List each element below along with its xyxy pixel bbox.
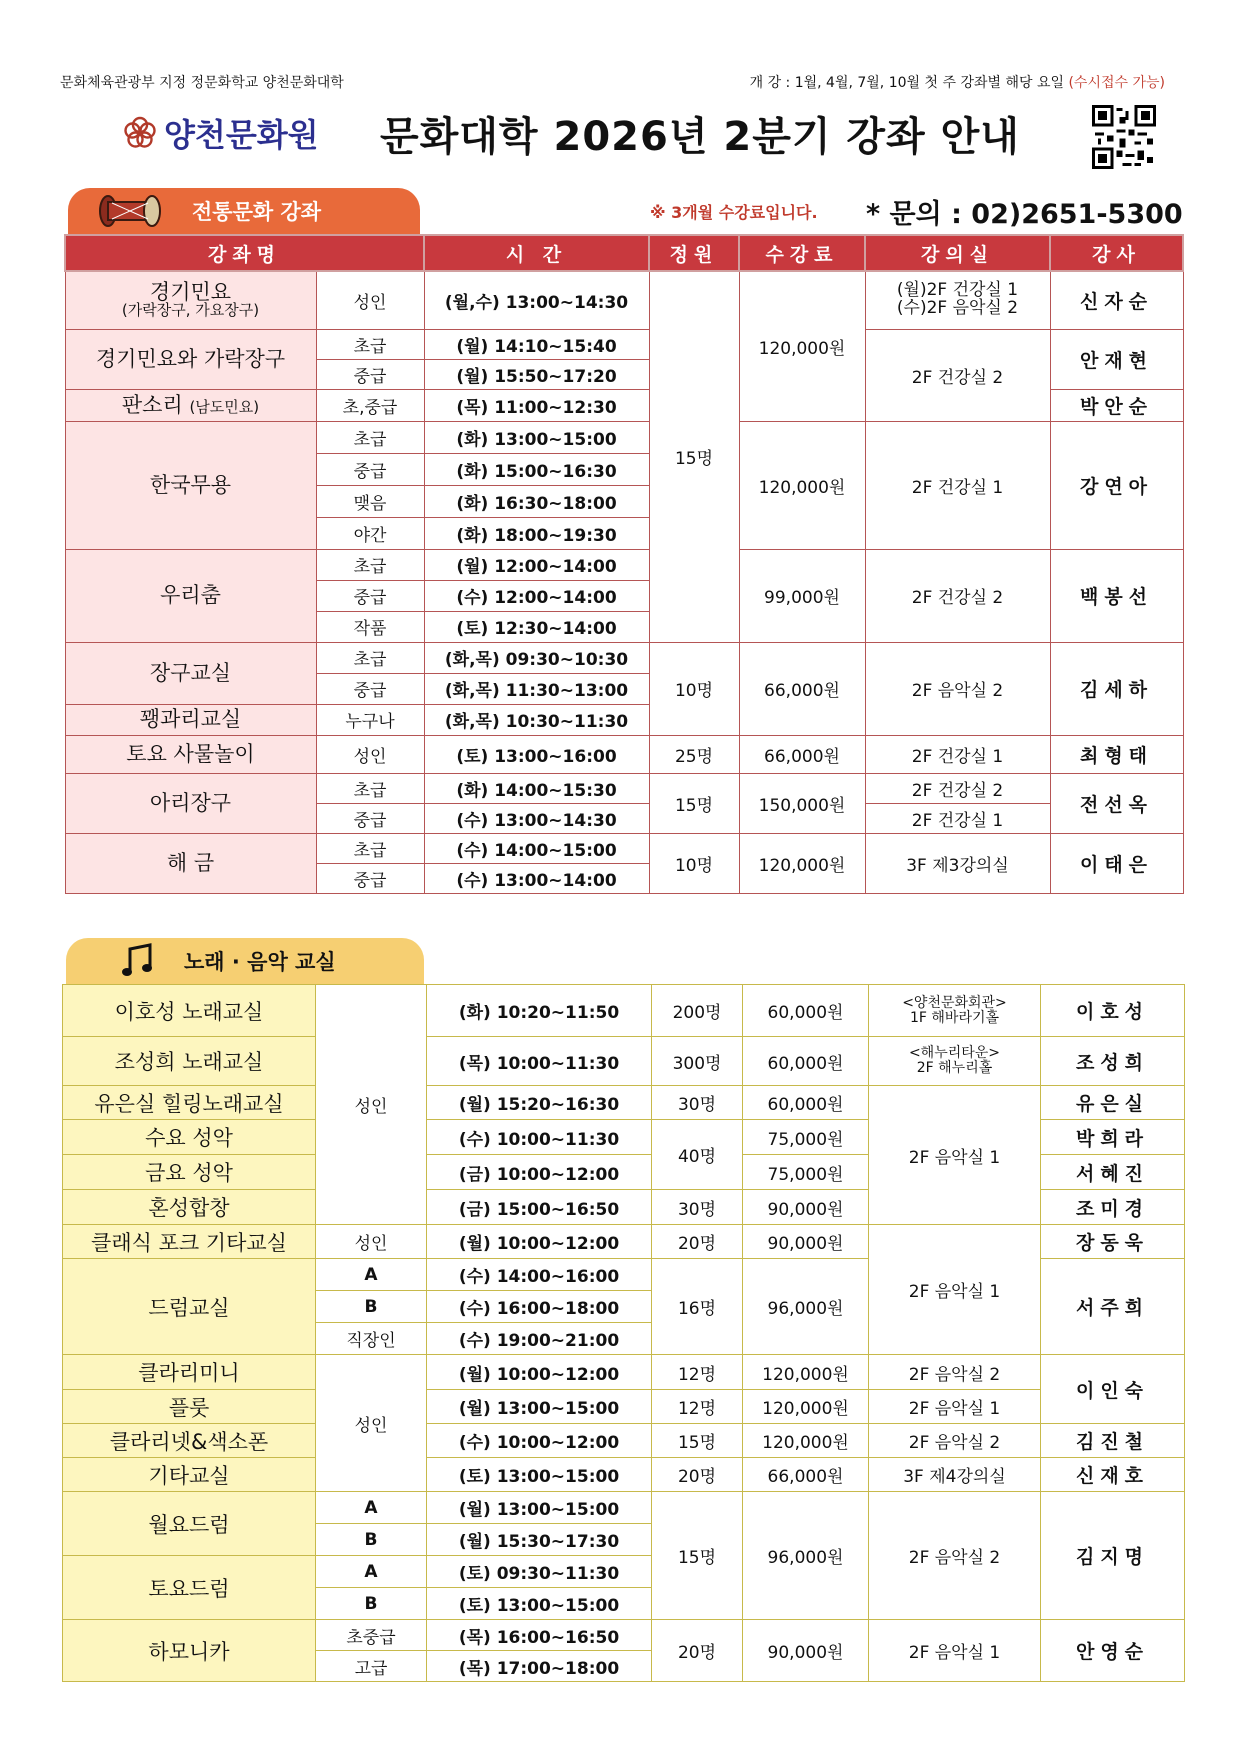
course-level: 중급 (316, 359, 424, 389)
course-instructor: 신자순 (1050, 271, 1183, 329)
course-title: 경기민요 (149, 280, 232, 305)
course-level: 초급 (316, 549, 424, 580)
course-time: (금) 15:00~16:50 (427, 1190, 652, 1225)
course-fee: 60,000원 (743, 1037, 869, 1086)
course-instructor: 서주희 (1041, 1259, 1185, 1355)
course-time: (수) 10:00~12:00 (427, 1424, 652, 1458)
header-schedule-text (750, 72, 1165, 92)
course-time: (수) 13:00~14:30 (424, 803, 649, 833)
course-room: 2F 음악실 1 (869, 1620, 1041, 1682)
course-room: 2F 음악실 2 (869, 1492, 1041, 1620)
table-row (63, 1458, 1185, 1492)
course-capacity: 10명 (649, 642, 739, 735)
course-name: 클래식 포크 기타교실 (63, 1225, 316, 1259)
course-capacity: 20명 (652, 1458, 743, 1492)
course-instructor: 박안순 (1050, 389, 1183, 421)
course-capacity: 16명 (652, 1259, 743, 1355)
course-instructor: 조성희 (1041, 1037, 1185, 1086)
course-instructor: 신재호 (1041, 1458, 1185, 1492)
course-fee: 90,000원 (743, 1190, 869, 1225)
course-time: (화,목) 11:30~13:00 (424, 673, 649, 704)
course-fee: 99,000원 (739, 549, 865, 642)
course-level: A (316, 1492, 427, 1524)
course-time: (토) 13:00~15:00 (427, 1588, 652, 1620)
course-time: (월,수) 13:00~14:30 (424, 271, 649, 329)
course-capacity: 25명 (649, 735, 739, 773)
course-name: 토요드럼 (63, 1556, 316, 1620)
course-time: (월) 15:20~16:30 (427, 1086, 652, 1120)
fee-note: ※ 3개월 수강료입니다. (650, 203, 818, 222)
course-time: (화,목) 09:30~10:30 (424, 642, 649, 673)
course-level: 중급 (316, 580, 424, 611)
course-capacity: 12명 (652, 1355, 743, 1390)
course-time: (수) 14:00~16:00 (427, 1259, 652, 1291)
course-fee: 120,000원 (739, 421, 865, 549)
table-row (63, 1492, 1185, 1524)
course-instructor: 이인숙 (1041, 1355, 1185, 1424)
course-level: A (316, 1259, 427, 1291)
course-level: 맺음 (316, 485, 424, 517)
course-level: 중급 (316, 453, 424, 485)
course-level: 초급 (316, 833, 424, 863)
logo-text: 양천문화원 (164, 116, 319, 154)
course-level: 고급 (316, 1651, 427, 1682)
course-time: (화) 16:30~18:00 (424, 485, 649, 517)
course-time: (목) 17:00~18:00 (427, 1651, 652, 1682)
course-name: 유은실 힐링노래교실 (63, 1086, 316, 1120)
course-name: 기타교실 (63, 1458, 316, 1492)
course-time: (목) 11:00~12:30 (424, 389, 649, 421)
traditional-courses-table (64, 234, 1184, 894)
room-line-2: 2F 해누리홀 (916, 1060, 993, 1076)
table-row (65, 329, 1183, 359)
course-capacity: 40명 (652, 1120, 743, 1190)
room-line-2: 1F 해바라기홀 (909, 1009, 1000, 1026)
course-room (869, 1037, 1041, 1086)
course-fee: 150,000원 (739, 773, 865, 833)
course-name: 하모니카 (63, 1620, 316, 1682)
course-time: (월) 13:00~15:00 (427, 1492, 652, 1524)
course-fee: 60,000원 (743, 1086, 869, 1120)
course-instructor: 유은실 (1041, 1086, 1185, 1120)
course-time: (수) 13:00~14:00 (424, 863, 649, 893)
room-line-2: (수)2F 음악실 2 (896, 298, 1019, 319)
course-level: 성인 (316, 735, 424, 773)
course-name: 아리장구 (65, 773, 316, 833)
course-instructor: 서혜진 (1041, 1155, 1185, 1190)
schedule-main: 개 강 : 1월, 4월, 7월, 10월 첫 주 강좌별 해당 요일 (749, 75, 1069, 91)
course-fee: 90,000원 (743, 1225, 869, 1259)
course-room: 3F 제3강의실 (865, 833, 1050, 893)
course-instructor: 박희라 (1041, 1120, 1185, 1155)
course-fee: 66,000원 (743, 1458, 869, 1492)
course-name (65, 389, 316, 421)
course-capacity: 15명 (652, 1424, 743, 1458)
table-row (63, 1037, 1185, 1086)
course-time: (토) 13:00~15:00 (427, 1458, 652, 1492)
course-capacity: 20명 (652, 1620, 743, 1682)
course-fee: 66,000원 (739, 642, 865, 735)
course-room (869, 985, 1041, 1037)
course-fee: 120,000원 (743, 1424, 869, 1458)
course-subtitle: (남도민요) (189, 397, 260, 416)
course-room: 2F 음악실 1 (869, 1225, 1041, 1355)
course-room: 3F 제4강의실 (869, 1458, 1041, 1492)
tab-music-label: 노래 · 음악 교실 (184, 950, 336, 974)
course-level: 직장인 (316, 1323, 427, 1355)
course-capacity: 300명 (652, 1037, 743, 1086)
course-time: (수) 10:00~11:30 (427, 1120, 652, 1155)
course-room: 2F 음악실 1 (869, 1390, 1041, 1424)
qr-code-icon[interactable] (1092, 105, 1156, 169)
course-capacity: 15명 (649, 773, 739, 833)
course-fee: 120,000원 (739, 833, 865, 893)
table-row (63, 985, 1185, 1037)
course-fee: 120,000원 (743, 1355, 869, 1390)
course-fee: 66,000원 (739, 735, 865, 773)
course-name: 장구교실 (65, 642, 316, 704)
course-name: 우리춤 (65, 549, 316, 642)
course-time: (수) 12:00~14:00 (424, 580, 649, 611)
course-room: 2F 음악실 2 (865, 642, 1050, 735)
course-time: (월) 12:00~14:00 (424, 549, 649, 580)
course-name: 월요드럼 (63, 1492, 316, 1556)
course-time: (월) 15:30~17:30 (427, 1524, 652, 1556)
course-room: 2F 건강실 1 (865, 421, 1050, 549)
course-instructor: 김세하 (1050, 642, 1183, 735)
course-level: 성인 (316, 985, 427, 1225)
course-instructor: 이호성 (1041, 985, 1185, 1037)
col-header-time: 시 간 (424, 235, 649, 271)
course-room: 2F 음악실 1 (869, 1086, 1041, 1225)
header-org-text: 문화체육관광부 지정 정문화학교 양천문화대학 (60, 75, 344, 91)
course-capacity: 15명 (652, 1492, 743, 1620)
table-row (65, 642, 1183, 673)
course-level: B (316, 1588, 427, 1620)
course-level: B (316, 1291, 427, 1323)
table-row (63, 1355, 1185, 1390)
course-time: (화) 15:00~16:30 (424, 453, 649, 485)
course-level: 중급 (316, 863, 424, 893)
tab-traditional-label: 전통문화 강좌 (192, 200, 322, 224)
course-instructor: 전선옥 (1050, 773, 1183, 833)
course-fee: 75,000원 (743, 1120, 869, 1155)
col-header-name: 강좌명 (65, 235, 424, 271)
course-instructor: 김진철 (1041, 1424, 1185, 1458)
col-header-fee: 수강료 (739, 235, 865, 271)
course-level: 초급 (316, 329, 424, 359)
course-room: 2F 음악실 2 (869, 1424, 1041, 1458)
course-fee: 75,000원 (743, 1155, 869, 1190)
course-fee: 96,000원 (743, 1492, 869, 1620)
music-note-icon (118, 941, 158, 981)
course-time: (월) 15:50~17:20 (424, 359, 649, 389)
course-time: (월) 13:00~15:00 (427, 1390, 652, 1424)
course-level: 야간 (316, 517, 424, 549)
course-instructor: 조미경 (1041, 1190, 1185, 1225)
course-name: 경기민요와 가락장구 (65, 329, 316, 389)
table-row (65, 773, 1183, 803)
table-row (65, 271, 1183, 329)
course-name: 드럼교실 (63, 1259, 316, 1355)
course-capacity: 30명 (652, 1190, 743, 1225)
course-time: (목) 16:00~16:50 (427, 1620, 652, 1651)
course-room: 2F 건강실 1 (865, 735, 1050, 773)
schedule-accent: (수시접수 가능) (1068, 75, 1165, 91)
table-row (63, 1225, 1185, 1259)
table-row (63, 1424, 1185, 1458)
course-name: 플룻 (63, 1390, 316, 1424)
course-level: 중급 (316, 803, 424, 833)
room-line-1: <해누리타운> (908, 1045, 1001, 1062)
course-time: (수) 16:00~18:00 (427, 1291, 652, 1323)
music-courses-table (62, 984, 1185, 1682)
course-room: 2F 음악실 2 (869, 1355, 1041, 1390)
table-row (65, 833, 1183, 863)
tab-traditional (68, 188, 420, 234)
course-name: 혼성합창 (63, 1190, 316, 1225)
course-fee: 120,000원 (743, 1390, 869, 1424)
course-level: 초급 (316, 773, 424, 803)
course-instructor: 백봉선 (1050, 549, 1183, 642)
course-instructor: 강연아 (1050, 421, 1183, 549)
course-time: (화) 13:00~15:00 (424, 421, 649, 453)
course-room: 2F 건강실 2 (865, 549, 1050, 642)
course-name (65, 271, 316, 329)
table-header-row (65, 235, 1183, 271)
course-name: 금요 성악 (63, 1155, 316, 1190)
course-instructor: 안재현 (1050, 329, 1183, 389)
course-level: 초중급 (316, 1620, 427, 1651)
course-instructor: 최형태 (1050, 735, 1183, 773)
course-time: (화,목) 10:30~11:30 (424, 704, 649, 735)
col-header-instructor: 강사 (1050, 235, 1183, 271)
course-name: 토요 사물놀이 (65, 735, 316, 773)
course-instructor: 김지명 (1041, 1492, 1185, 1620)
room-line-1: (월)2F 건강실 1 (896, 280, 1019, 301)
course-time: (금) 10:00~12:00 (427, 1155, 652, 1190)
course-level: 작품 (316, 611, 424, 642)
course-name: 한국무용 (65, 421, 316, 549)
course-time: (화) 18:00~19:30 (424, 517, 649, 549)
course-time: (월) 10:00~12:00 (427, 1355, 652, 1390)
page-title: 문화대학 2026년 2분기 강좌 안내 (380, 114, 1020, 160)
course-fee: 90,000원 (743, 1620, 869, 1682)
course-room: 2F 건강실 2 (865, 329, 1050, 421)
course-name: 꽹과리교실 (65, 704, 316, 735)
course-level: 초급 (316, 642, 424, 673)
table-row (65, 421, 1183, 453)
course-capacity: 200명 (652, 985, 743, 1037)
col-header-room: 강의실 (865, 235, 1050, 271)
course-level: 누구나 (316, 704, 424, 735)
janggu-drum-icon (98, 194, 162, 228)
course-name: 클라리미니 (63, 1355, 316, 1390)
course-capacity: 12명 (652, 1390, 743, 1424)
course-name: 이호성 노래교실 (63, 985, 316, 1037)
table-row (63, 1086, 1185, 1120)
course-time: (토) 09:30~11:30 (427, 1556, 652, 1588)
course-room (865, 271, 1050, 329)
course-level: 중급 (316, 673, 424, 704)
course-capacity: 10명 (649, 833, 739, 893)
course-name: 클라리넷&색소폰 (63, 1424, 316, 1458)
course-name: 조성희 노래교실 (63, 1037, 316, 1086)
course-room: 2F 건강실 2 (865, 773, 1050, 803)
course-level: A (316, 1556, 427, 1588)
logo (122, 110, 319, 156)
course-time: (수) 19:00~21:00 (427, 1323, 652, 1355)
course-time: (수) 14:00~15:00 (424, 833, 649, 863)
course-time: (화) 14:00~15:30 (424, 773, 649, 803)
course-instructor: 이태은 (1050, 833, 1183, 893)
table-row (65, 549, 1183, 580)
course-capacity: 20명 (652, 1225, 743, 1259)
course-level: B (316, 1524, 427, 1556)
course-instructor: 장동욱 (1041, 1225, 1185, 1259)
course-subtitle: (가락장구, 가요장구) (121, 301, 260, 320)
col-header-capacity: 정원 (649, 235, 739, 271)
course-instructor: 안영순 (1041, 1620, 1185, 1682)
room-line-1: <양천문화회관> (902, 994, 1007, 1011)
course-level: 성인 (316, 271, 424, 329)
course-capacity: 30명 (652, 1086, 743, 1120)
course-time: (토) 12:30~14:00 (424, 611, 649, 642)
course-time: (월) 14:10~15:40 (424, 329, 649, 359)
course-fee: 60,000원 (743, 985, 869, 1037)
course-fee: 96,000원 (743, 1259, 869, 1355)
tab-music (66, 938, 424, 984)
course-title: 판소리 (121, 392, 183, 417)
course-level: 초급 (316, 421, 424, 453)
course-time: (목) 10:00~11:30 (427, 1037, 652, 1086)
table-row (63, 1390, 1185, 1424)
course-level: 성인 (316, 1355, 427, 1492)
course-time: (화) 10:20~11:50 (427, 985, 652, 1037)
table-row (63, 1620, 1185, 1651)
table-row (65, 735, 1183, 773)
course-room: 2F 건강실 1 (865, 803, 1050, 833)
course-capacity: 15명 (649, 271, 739, 642)
course-level: 성인 (316, 1225, 427, 1259)
contact-phone: * 문의 : 02)2651-5300 (866, 199, 1183, 230)
logo-flower-icon (122, 115, 158, 151)
course-name: 수요 성악 (63, 1120, 316, 1155)
course-fee: 120,000원 (739, 271, 865, 421)
course-level: 초,중급 (316, 389, 424, 421)
course-name: 해 금 (65, 833, 316, 893)
course-time: (토) 13:00~16:00 (424, 735, 649, 773)
course-time: (월) 10:00~12:00 (427, 1225, 652, 1259)
